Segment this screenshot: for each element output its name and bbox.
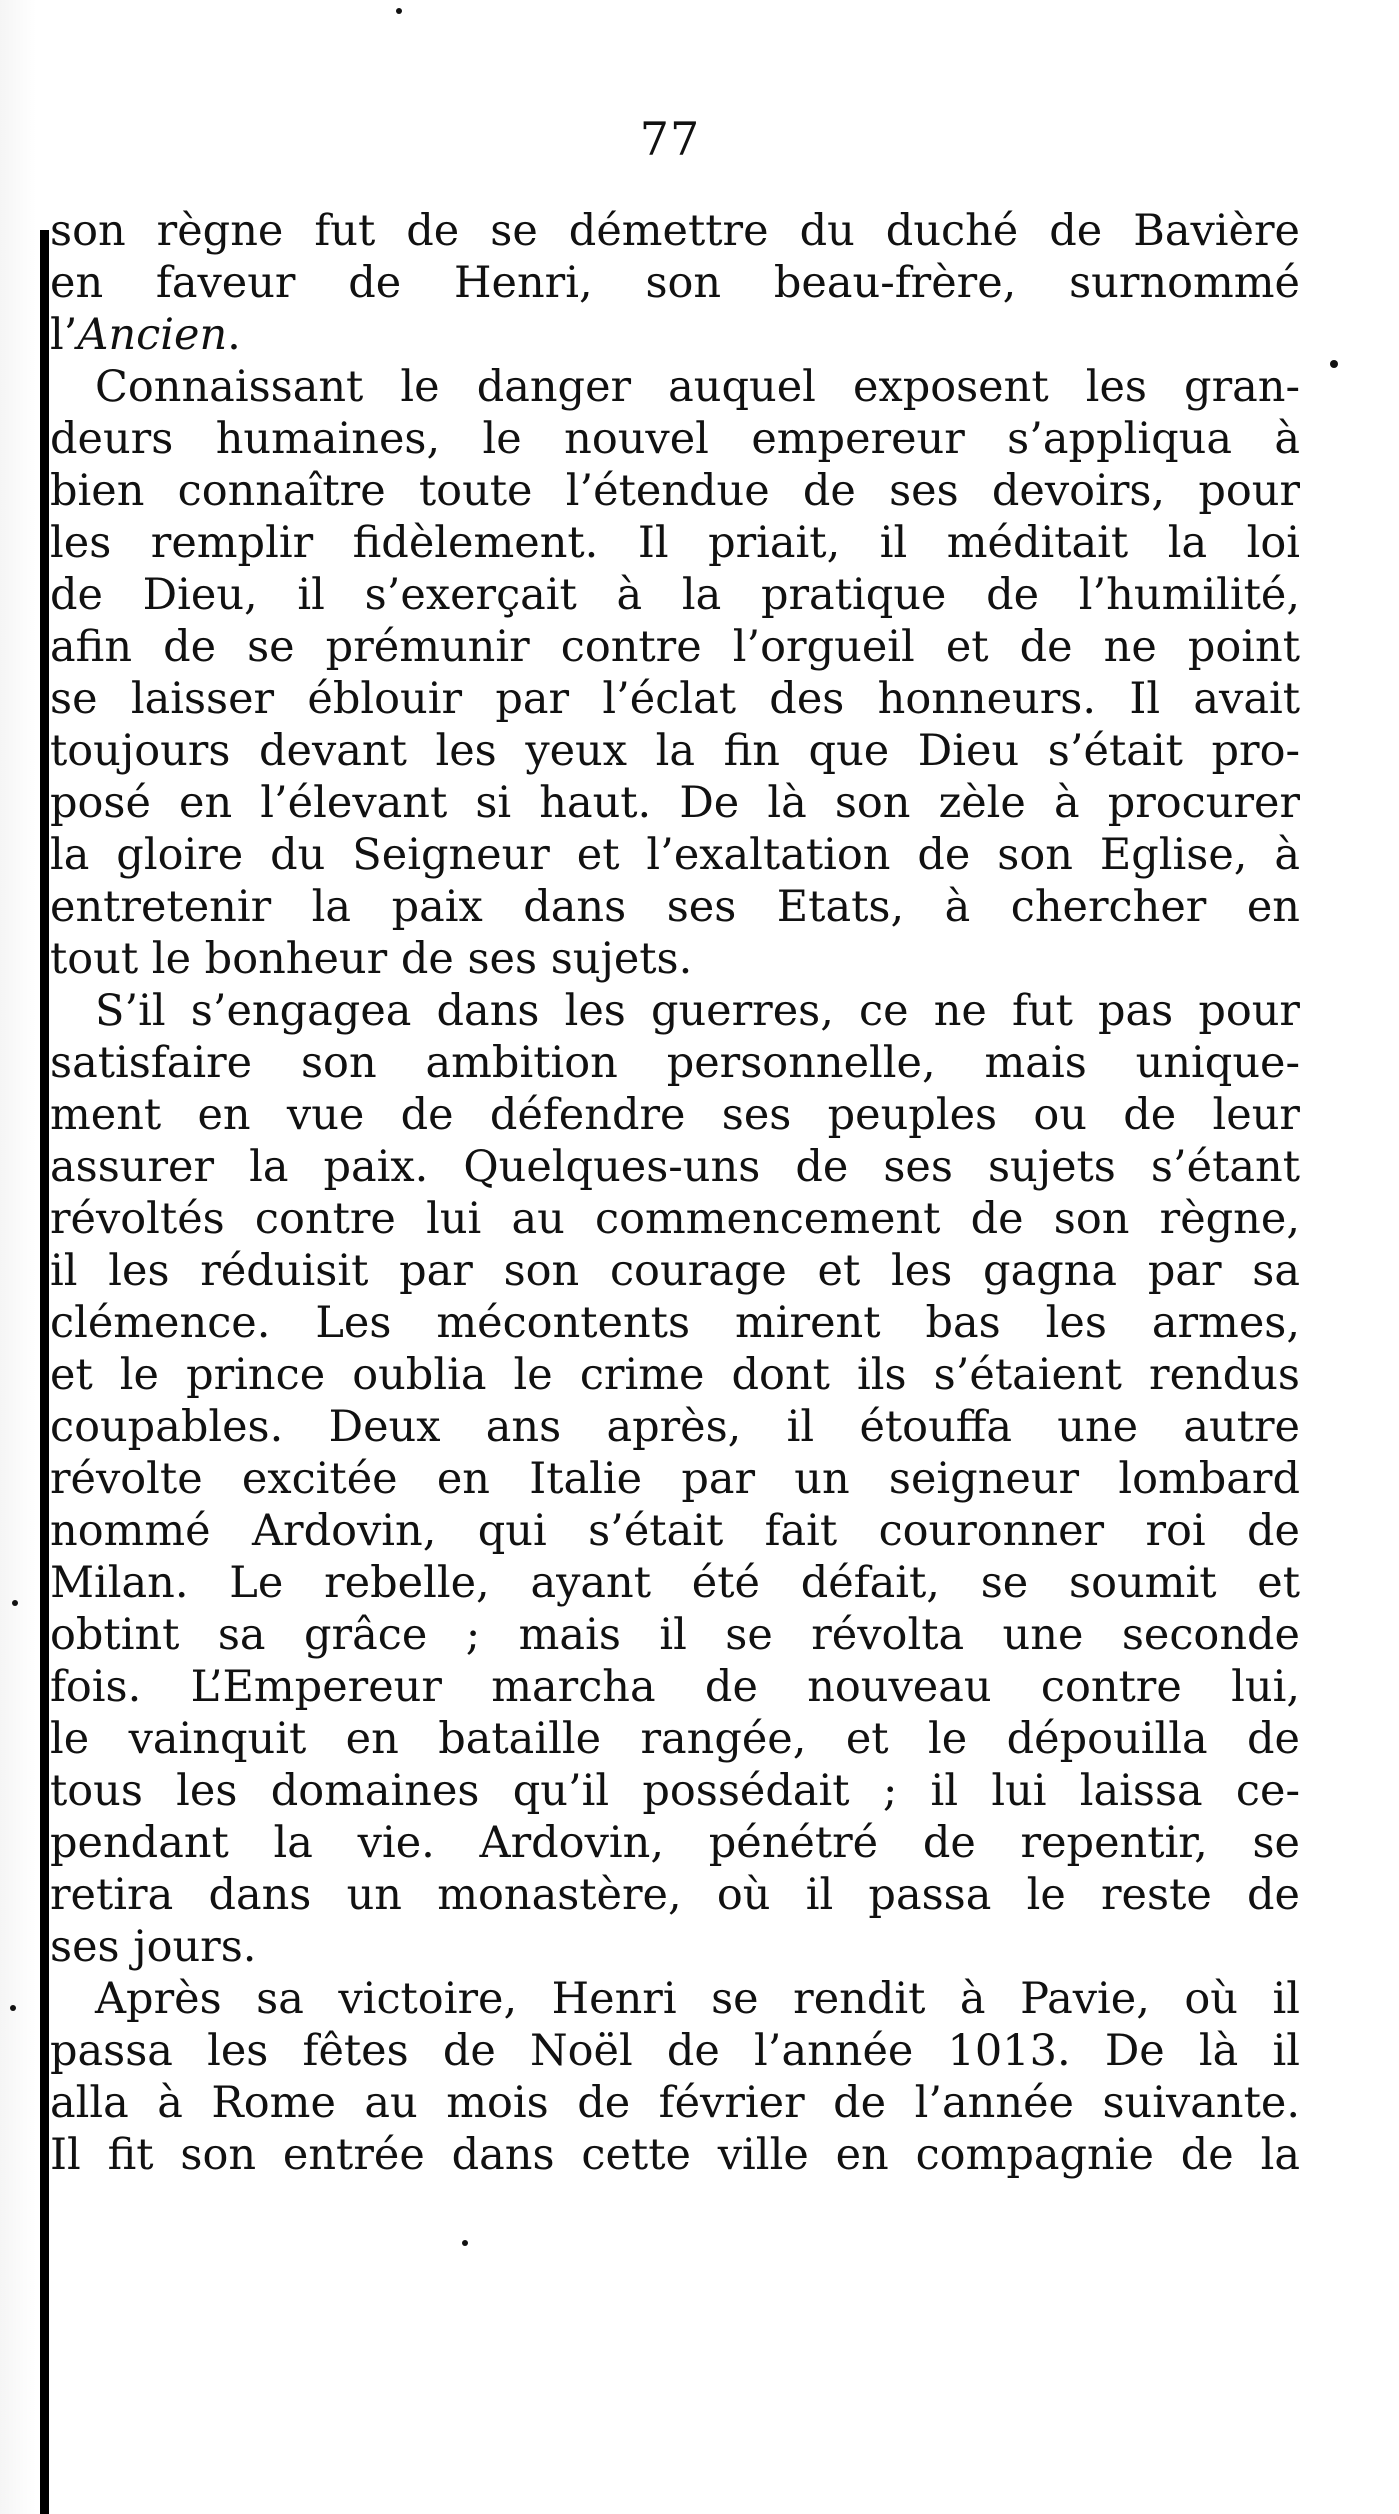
text-line: révoltés contre lui au commencement de son règne, (50, 1194, 1300, 1244)
text-fragment: l’ (50, 310, 78, 360)
text-line: retira dans un monastère, où il passa le reste de (50, 1870, 1300, 1920)
text-line: satisfaire son ambition personnelle, mais unique- (50, 1038, 1300, 1088)
text-fragment: . (227, 310, 241, 360)
scan-margin (0, 0, 36, 2514)
binding-gutter-line (40, 230, 49, 2514)
text-line (50, 309, 1300, 361)
text-line: Après sa victoire, Henri se rendit à Pavie, où il (95, 1974, 1300, 2024)
text-line: Il fit son entrée dans cette ville en compagnie de la (50, 2130, 1300, 2180)
paragraph (50, 1973, 1300, 2181)
text-line: révolte excitée en Italie par un seigneur lombard (50, 1454, 1300, 1504)
text-line: clémence. Les mécontents mirent bas les armes, (50, 1298, 1300, 1348)
text-line: deurs humaines, le nouvel empereur s’appliqua à (50, 414, 1300, 464)
text-line: ment en vue de défendre ses peuples ou de leur (50, 1090, 1300, 1140)
paragraph (50, 985, 1300, 1973)
text-line: la gloire du Seigneur et l’exaltation de son Eglise, à (50, 830, 1300, 880)
text-line: les remplir fidèlement. Il priait, il méditait la loi (50, 518, 1300, 568)
page-number: 77 (639, 112, 701, 166)
text-line: bien connaître toute l’étendue de ses devoirs, pour (50, 466, 1300, 516)
text-line: entretenir la paix dans ses Etats, à chercher en (50, 882, 1300, 932)
text-line: ses jours. (50, 1922, 257, 1972)
text-line: Connaissant le danger auquel exposent les gran- (95, 362, 1300, 412)
text-line: afin de se prémunir contre l’orgueil et de ne point (50, 622, 1300, 672)
scan-speck (1330, 360, 1338, 368)
text-line: coupables. Deux ans après, il étouffa une autre (50, 1402, 1300, 1452)
scan-speck (396, 8, 402, 14)
text-line: son règne fut de se démettre du duché de Bavière (50, 206, 1300, 256)
paragraph (50, 205, 1300, 361)
text-line: toujours devant les yeux la fin que Dieu s’était pro- (50, 726, 1300, 776)
text-line: nommé Ardovin, qui s’était fait couronner roi de (50, 1506, 1300, 1556)
paragraph (50, 361, 1300, 985)
scan-speck (10, 2005, 16, 2011)
text-line: il les réduisit par son courage et les gagna par sa (50, 1246, 1300, 1296)
text-line: obtint sa grâce ; mais il se révolta une seconde (50, 1610, 1300, 1660)
text-line: en faveur de Henri, son beau-frère, surnommé (50, 258, 1300, 308)
text-line: se laisser éblouir par l’éclat des honneurs. Il avait (50, 674, 1300, 724)
text-line: tous les domaines qu’il possédait ; il lui laissa ce- (50, 1766, 1300, 1816)
text-line: et le prince oublia le crime dont ils s’étaient rendus (50, 1350, 1300, 1400)
text-line: tout le bonheur de ses sujets. (50, 934, 693, 984)
text-line: fois. L’Empereur marcha de nouveau contre lui, (50, 1662, 1300, 1712)
scan-speck (12, 1600, 18, 1606)
text-line: assurer la paix. Quelques-uns de ses sujets s’étant (50, 1142, 1300, 1192)
italic-text: Ancien (77, 310, 228, 360)
scan-speck (462, 2240, 468, 2246)
text-line: S’il s’engagea dans les guerres, ce ne fut pas pour (95, 986, 1300, 1036)
text-line: posé en l’élevant si haut. De là son zèle à procurer (50, 778, 1300, 828)
text-line: alla à Rome au mois de février de l’année suivante. (50, 2078, 1300, 2128)
text-line: de Dieu, il s’exerçait à la pratique de l’humilité, (50, 570, 1300, 620)
text-line: pendant la vie. Ardovin, pénétré de repentir, se (50, 1818, 1300, 1868)
body-text (50, 205, 1300, 2181)
text-line: passa les fêtes de Noël de l’année 1013. De là il (50, 2026, 1300, 2076)
text-line: Milan. Le rebelle, ayant été défait, se soumit et (50, 1558, 1300, 1608)
text-line: le vainquit en bataille rangée, et le dépouilla de (50, 1714, 1300, 1764)
